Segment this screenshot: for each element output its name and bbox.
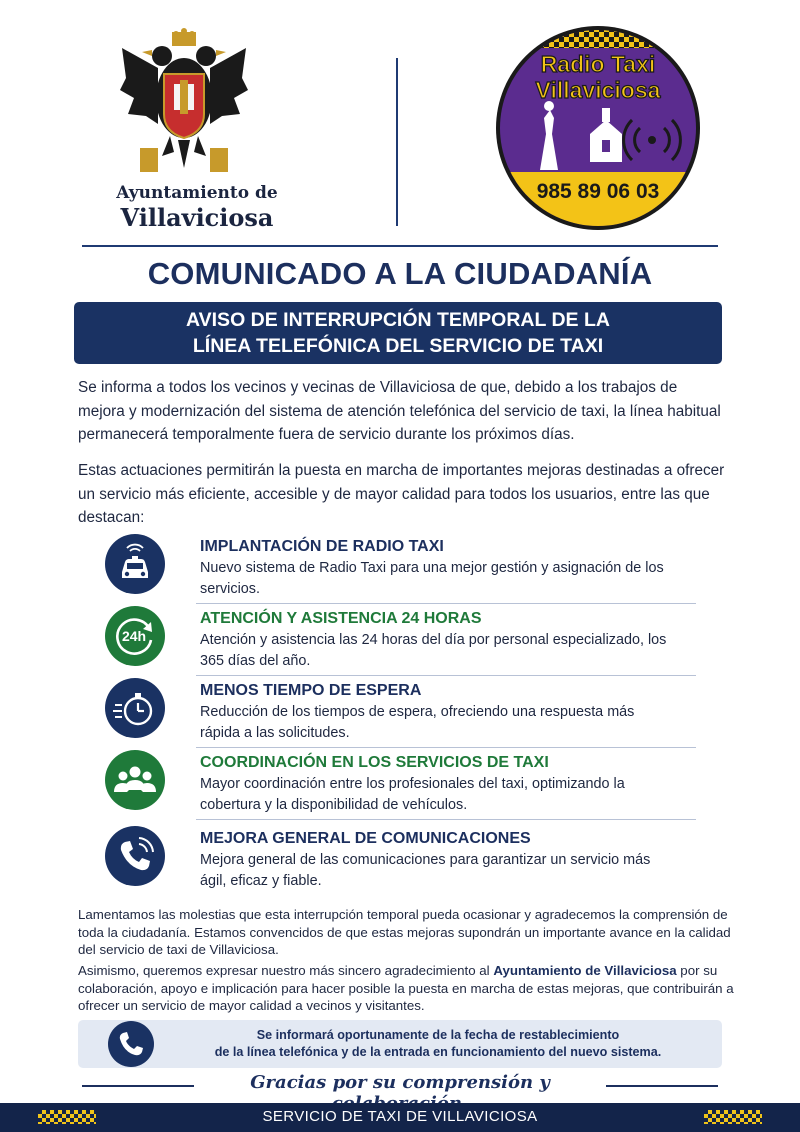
feature-description: Nuevo sistema de Radio Taxi para una mejor gestión y asignación de los servicios. — [200, 560, 664, 597]
notice-banner — [74, 302, 722, 364]
radio-taxi-logo — [494, 22, 702, 234]
ayuntamiento-label: Ayuntamiento de — [116, 183, 278, 203]
feature-item — [100, 530, 698, 600]
phone-icon — [105, 826, 165, 886]
header-divider — [396, 58, 398, 226]
closing-highlight: Ayuntamiento de Villaviciosa — [493, 963, 677, 978]
24h-icon-label: 24h — [121, 628, 147, 644]
thanks-message: Gracias por su comprensión y — [250, 1072, 550, 1093]
feature-description: Atención y asistencia las 24 horas del día por personal especializado, los 365 días del año. — [200, 632, 667, 669]
feature-description: Mayor coordinación entre los profesionales del taxi, optimizando la cobertura y la disponibilidad de vehículos. — [200, 776, 625, 813]
thanks-rule-right — [606, 1085, 718, 1087]
taxi-radio-icon — [105, 534, 165, 594]
footer — [0, 1103, 800, 1132]
feature-item — [100, 746, 698, 816]
coat-of-arms-icon — [118, 28, 250, 176]
notice-line-1: Se informará oportunamente de la fecha de restablecimiento — [256, 1028, 620, 1042]
thanks-rule-left — [82, 1085, 194, 1087]
taxi-logo-line2: Villaviciosa — [535, 77, 661, 103]
intro-paragraph-1: Se informa a todos los vecinos y vecinas de Villaviciosa de que, debido a los trabajos de mejora y modernización del sistema de atención telefónica del servicio de taxi, la línea habitual permanecerá temporalmente fuera de servicio durante los próximos días. — [78, 379, 721, 443]
feature-separator — [196, 819, 696, 820]
stopwatch-icon — [105, 678, 165, 738]
feature-title: COORDINACIÓN EN LOS SERVICIOS DE TAXI — [200, 754, 549, 771]
feature-description: Mejora general de las comunicaciones para garantizar un servicio más ágil, eficaz y fiable. — [200, 852, 651, 889]
feature-description: Reducción de los tiempos de espera, ofreciendo una respuesta más rápida a las solicitudes. — [200, 704, 635, 741]
taxi-logo-line1: Radio Taxi — [540, 51, 656, 77]
24h-icon — [105, 606, 165, 666]
closing-text-before: Asimismo, queremos expresar nuestro más sincero agradecimiento al — [78, 963, 494, 978]
notice-text — [168, 1027, 708, 1061]
closing-paragraph-2 — [78, 962, 738, 1015]
header — [0, 0, 800, 245]
closing-text-after: por su colaboración, apoyo e implicación para hacer posible la puesta en marcha de estas mejoras, que contribuirán a ofrecer un servicio de mayor calidad a vecinos y visitantes. — [78, 963, 734, 1014]
intro-paragraph-2: Estas actuaciones permitirán la puesta en marcha de importantes mejoras destinadas a ofrecer un servicio más eficiente, accesible y de mayor calidad para todos los usuarios, entre las que destacan: — [78, 462, 725, 526]
checker-pattern-right — [704, 1110, 762, 1124]
banner-line-1: AVISO DE INTERRUPCIÓN TEMPORAL DE LA — [186, 309, 610, 331]
feature-title: MENOS TIEMPO DE ESPERA — [200, 682, 422, 699]
group-icon — [105, 750, 165, 810]
notice-line-2: de la línea telefónica y de la entrada en funcionamiento del nuevo sistema. — [214, 1045, 662, 1059]
footer-text: SERVICIO DE TAXI DE VILLAVICIOSA — [262, 1108, 538, 1125]
header-rule — [82, 245, 718, 247]
feature-item — [100, 602, 698, 672]
feature-title: ATENCIÓN Y ASISTENCIA 24 HORAS — [200, 610, 482, 627]
restoration-notice — [78, 1020, 722, 1068]
feature-title: MEJORA GENERAL DE COMUNICACIONES — [200, 830, 531, 847]
page-title: COMUNICADO A LA CIUDADANÍA — [147, 256, 653, 291]
feature-item — [100, 822, 698, 892]
ayuntamiento-name: Villaviciosa — [120, 203, 274, 232]
banner-line-2: LÍNEA TELEFÓNICA DEL SERVICIO DE TAXI — [192, 335, 604, 357]
closing-paragraph-1: Lamentamos las molestias que esta interrupción temporal pueda ocasionar y agradecemos la comprensión de toda la ciudadanía. Estamos convencidos de que estas mejoras supondrán un importante avance en la calidad del servicio de taxi de Villaviciosa. — [78, 907, 731, 958]
feature-item — [100, 674, 698, 744]
feature-title: IMPLANTACIÓN DE RADIO TAXI — [200, 538, 444, 555]
thanks-row — [0, 1070, 800, 1100]
taxi-logo-phone: 985 89 06 03 — [536, 180, 660, 203]
phone-icon — [108, 1021, 154, 1067]
